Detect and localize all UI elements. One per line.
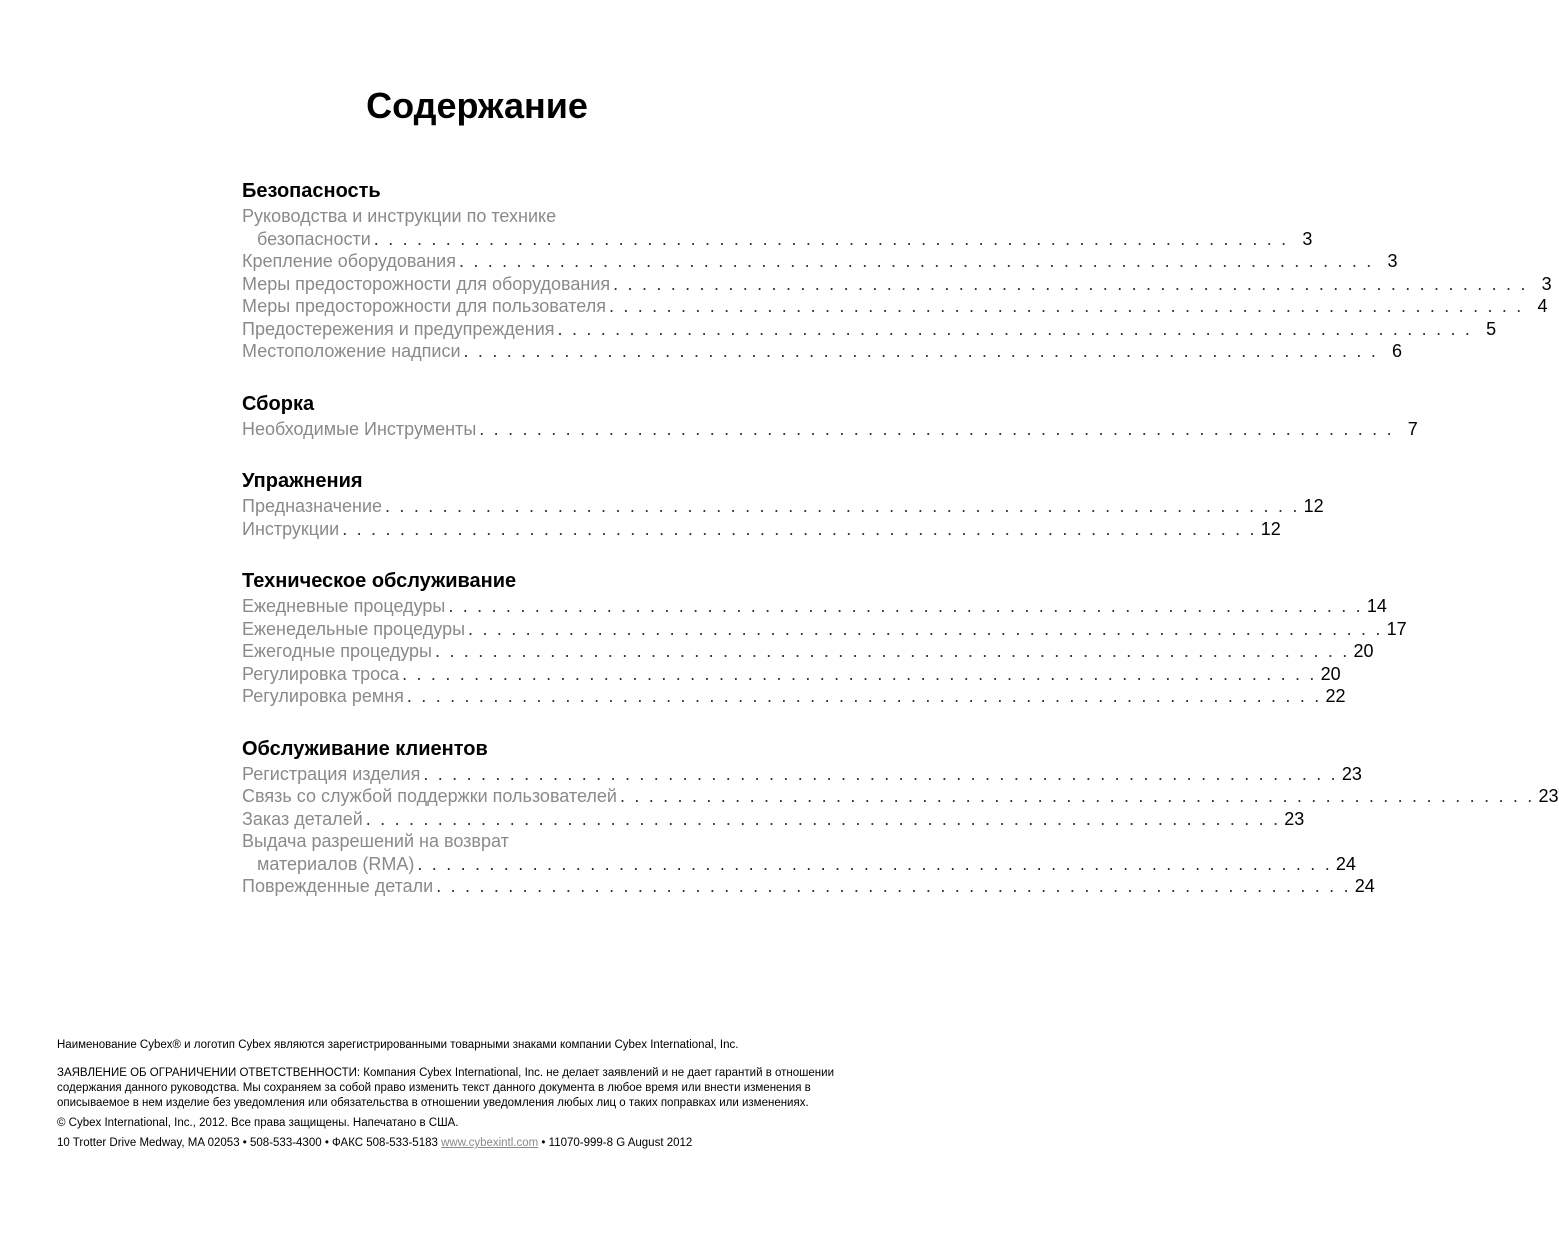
toc-entry-label: Меры предосторожности для пользователя: [242, 296, 606, 316]
toc-entry[interactable]: [242, 273, 1552, 296]
toc-entry[interactable]: [242, 808, 1305, 831]
toc-page-number: 4: [1537, 296, 1548, 316]
dot-leader: . . . . . . . . . . . . . . . . . . . . . . . . . . . . . . . . . . . . . . . . . . . . . . . . . . . . . . . . . . . . . . . .: [479, 418, 1394, 439]
toc-section-heading: Безопасность: [242, 180, 381, 202]
dot-leader: . . . . . . . . . . . . . . . . . . . . . . . . . . . . . . . . . . . . . . . . . . . . . . . . . . . . . . . . . . . . . . . .: [342, 518, 1257, 539]
toc-entry[interactable]: [242, 228, 1313, 251]
document-code: • 11070-999-8 G August 2012: [538, 1137, 693, 1149]
dot-leader: . . . . . . . . . . . . . . . . . . . . . . . . . . . . . . . . . . . . . . . . . . . . . . . . . . . . . . . . . . . . . . . .: [373, 228, 1289, 249]
toc-entry[interactable]: [242, 595, 1387, 618]
toc-page-number: 24: [1354, 876, 1375, 896]
toc-entry[interactable]: [242, 785, 1559, 808]
dot-leader: . . . . . . . . . . . . . . . . . . . . . . . . . . . . . . . . . . . . . . . . . . . . . . . . . . . . . . . . . . . . . . . .: [458, 251, 1374, 271]
footer: [57, 1038, 857, 1151]
website-link[interactable]: www.cybexintl.com: [441, 1137, 539, 1149]
dot-leader: . . . . . . . . . . . . . . . . . . . . . . . . . . . . . . . . . . . . . . . . . . . . . . . . . . . . . . . . . . . . . . . .: [468, 618, 1383, 639]
toc-section-heading: Техническое обслуживание: [242, 570, 517, 592]
toc-entry-label: Регулировка ремня: [242, 686, 404, 706]
toc-entry[interactable]: [242, 495, 1324, 518]
toc-page-number: 3: [1302, 228, 1313, 249]
toc-entry-label: Связь со службой поддержки пользователей: [242, 786, 617, 806]
toc-entry-label: Ежедневные процедуры: [242, 596, 446, 616]
dot-leader: . . . . . . . . . . . . . . . . . . . . . . . . . . . . . . . . . . . . . . . . . . . . . . . . . . . . . . . . . . . . . . . .: [463, 341, 1379, 361]
toc-entry-label-line1: Руководства и инструкции по технике: [242, 206, 557, 226]
toc-page-number: 20: [1353, 641, 1374, 661]
toc-entry[interactable]: [242, 340, 1403, 363]
dot-leader: . . . . . . . . . . . . . . . . . . . . . . . . . . . . . . . . . . . . . . . . . . . . . . . . . . . . . . . . . . . . . . . .: [406, 686, 1322, 706]
dot-leader: . . . . . . . . . . . . . . . . . . . . . . . . . . . . . . . . . . . . . . . . . . . . . . . . . . . . . . . . . . . . . . . .: [423, 763, 1338, 784]
toc-entry-label: Поврежденные детали: [242, 876, 434, 896]
copyright-notice: © Cybex International, Inc., 2012. Все права защищены. Напечатано в США.: [57, 1117, 459, 1129]
toc-page-number: 12: [1303, 496, 1324, 516]
toc-page-number: 6: [1392, 341, 1403, 361]
toc-section: [242, 736, 1559, 898]
toc-entry-label: Предостережения и предупреждения: [242, 318, 555, 339]
toc-entry-label: безопасности: [257, 228, 371, 249]
toc-section-heading: Упражнения: [242, 470, 363, 492]
toc-entry[interactable]: [242, 763, 1362, 786]
contact-line: [57, 1136, 857, 1151]
toc-page-number: 12: [1260, 518, 1281, 539]
dot-leader: . . . . . . . . . . . . . . . . . . . . . . . . . . . . . . . . . . . . . . . . . . . . . . . . . . . . . . . . . . . . . . . .: [436, 876, 1351, 896]
dot-leader: . . . . . . . . . . . . . . . . . . . . . . . . . . . . . . . . . . . . . . . . . . . . . . . . . . . . . . . . . . . . . . . .: [448, 596, 1363, 616]
dot-leader: . . . . . . . . . . . . . . . . . . . . . . . . . . . . . . . . . . . . . . . . . . . . . . . . . . . . . . . . . . . . . . . .: [402, 663, 1317, 684]
dot-leader: . . . . . . . . . . . . . . . . . . . . . . . . . . . . . . . . . . . . . . . . . . . . . . . . . . . . . . . . . . . . . . . .: [608, 296, 1524, 316]
toc-entry-label: Необходимые Инструменты: [242, 418, 477, 439]
toc-entry-label: Регистрация изделия: [242, 763, 421, 784]
toc-entry-label: Предназначение: [242, 496, 383, 516]
toc-entry[interactable]: [242, 618, 1407, 641]
dot-leader: . . . . . . . . . . . . . . . . . . . . . . . . . . . . . . . . . . . . . . . . . . . . . . . . . . . . . . . . . . . . . . . .: [365, 808, 1281, 829]
toc-section: [242, 568, 1407, 708]
toc-entry-label: Местоположение надписи: [242, 341, 461, 361]
toc-page-number: 24: [1335, 853, 1356, 874]
toc-page-number: 23: [1284, 808, 1305, 829]
page-title: Содержание: [366, 85, 588, 126]
toc-entry[interactable]: [242, 318, 1497, 341]
toc-entry-label: Ежегодные процедуры: [242, 641, 432, 661]
dot-leader: . . . . . . . . . . . . . . . . . . . . . . . . . . . . . . . . . . . . . . . . . . . . . . . . . . . . . . . . . . . . . . . .: [613, 273, 1528, 294]
toc-page-number: 3: [1541, 273, 1552, 294]
toc-entry[interactable]: [242, 518, 1281, 541]
toc-entry[interactable]: [242, 418, 1418, 441]
dot-leader: . . . . . . . . . . . . . . . . . . . . . . . . . . . . . . . . . . . . . . . . . . . . . . . . . . . . . . . . . . . . . . . .: [557, 318, 1473, 339]
toc-section: [242, 468, 1324, 540]
toc-entry-label: Регулировка троса: [242, 663, 400, 684]
toc-page-number: 7: [1407, 418, 1418, 439]
toc-entry[interactable]: [242, 875, 1375, 898]
toc-entry-label: Заказ деталей: [242, 808, 363, 829]
trademark-notice: Наименование Cybex® и логотип Cybex являются зарегистрированными товарными знаками компании Cybex International, Inc.: [57, 1039, 739, 1051]
toc-page-number: 3: [1387, 251, 1398, 271]
toc-entry-label: материалов (RMA): [257, 853, 415, 874]
toc-entry[interactable]: [242, 250, 1398, 273]
toc-entry-label: Меры предосторожности для оборудования: [242, 273, 611, 294]
toc-page-number: 5: [1486, 318, 1497, 339]
toc-entry-label: Инструкции: [242, 518, 340, 539]
address-text: 10 Trotter Drive Medway, MA 02053 • 508-533-4300 • ФАКС 508-533-5183: [57, 1137, 442, 1149]
toc-entry-label: Крепление оборудования: [242, 251, 456, 271]
toc-page-number: 22: [1325, 686, 1346, 706]
toc-entry[interactable]: [242, 663, 1341, 686]
toc-section-heading: Обслуживание клиентов: [242, 737, 488, 760]
toc-page-number: 23: [1538, 786, 1559, 806]
table-of-contents: [242, 178, 1559, 926]
toc-entry[interactable]: [242, 685, 1346, 708]
disclaimer-notice: ЗАЯВЛЕНИЕ ОБ ОГРАНИЧЕНИИ ОТВЕТСТВЕННОСТИ: Компания Cybex International, Inc. не делает заявлений и не дает гарантий в отношении содержания данного руководства. Мы сохраняем за собой право изменить текст данного документа в любое время или внести изменения в описываемое в нем изделие без уведомления или обязательства в отношении уведомления любых лиц о таких поправках или изменениях.: [57, 1067, 834, 1109]
toc-page-number: 14: [1366, 596, 1387, 616]
dot-leader: . . . . . . . . . . . . . . . . . . . . . . . . . . . . . . . . . . . . . . . . . . . . . . . . . . . . . . . . . . . . . . . .: [385, 496, 1300, 516]
dot-leader: . . . . . . . . . . . . . . . . . . . . . . . . . . . . . . . . . . . . . . . . . . . . . . . . . . . . . . . . . . . . . . . .: [434, 641, 1350, 661]
toc-page-number: 23: [1341, 763, 1362, 784]
toc-entry-label: Еженедельные процедуры: [242, 618, 466, 639]
dot-leader: . . . . . . . . . . . . . . . . . . . . . . . . . . . . . . . . . . . . . . . . . . . . . . . . . . . . . . . . . . . . . . . .: [417, 853, 1332, 874]
toc-section: [242, 391, 1418, 441]
dot-leader: . . . . . . . . . . . . . . . . . . . . . . . . . . . . . . . . . . . . . . . . . . . . . . . . . . . . . . . . . . . . . . . .: [619, 786, 1535, 806]
toc-entry-label-line1: Выдача разрешений на возврат: [242, 831, 509, 851]
toc-entry[interactable]: [242, 295, 1548, 318]
toc-section-heading: Сборка: [242, 392, 315, 415]
toc-section: [242, 178, 1552, 363]
toc-page-number: 17: [1386, 618, 1407, 639]
toc-page-number: 20: [1320, 663, 1341, 684]
toc-entry[interactable]: [242, 640, 1374, 663]
toc-entry[interactable]: [242, 853, 1356, 876]
